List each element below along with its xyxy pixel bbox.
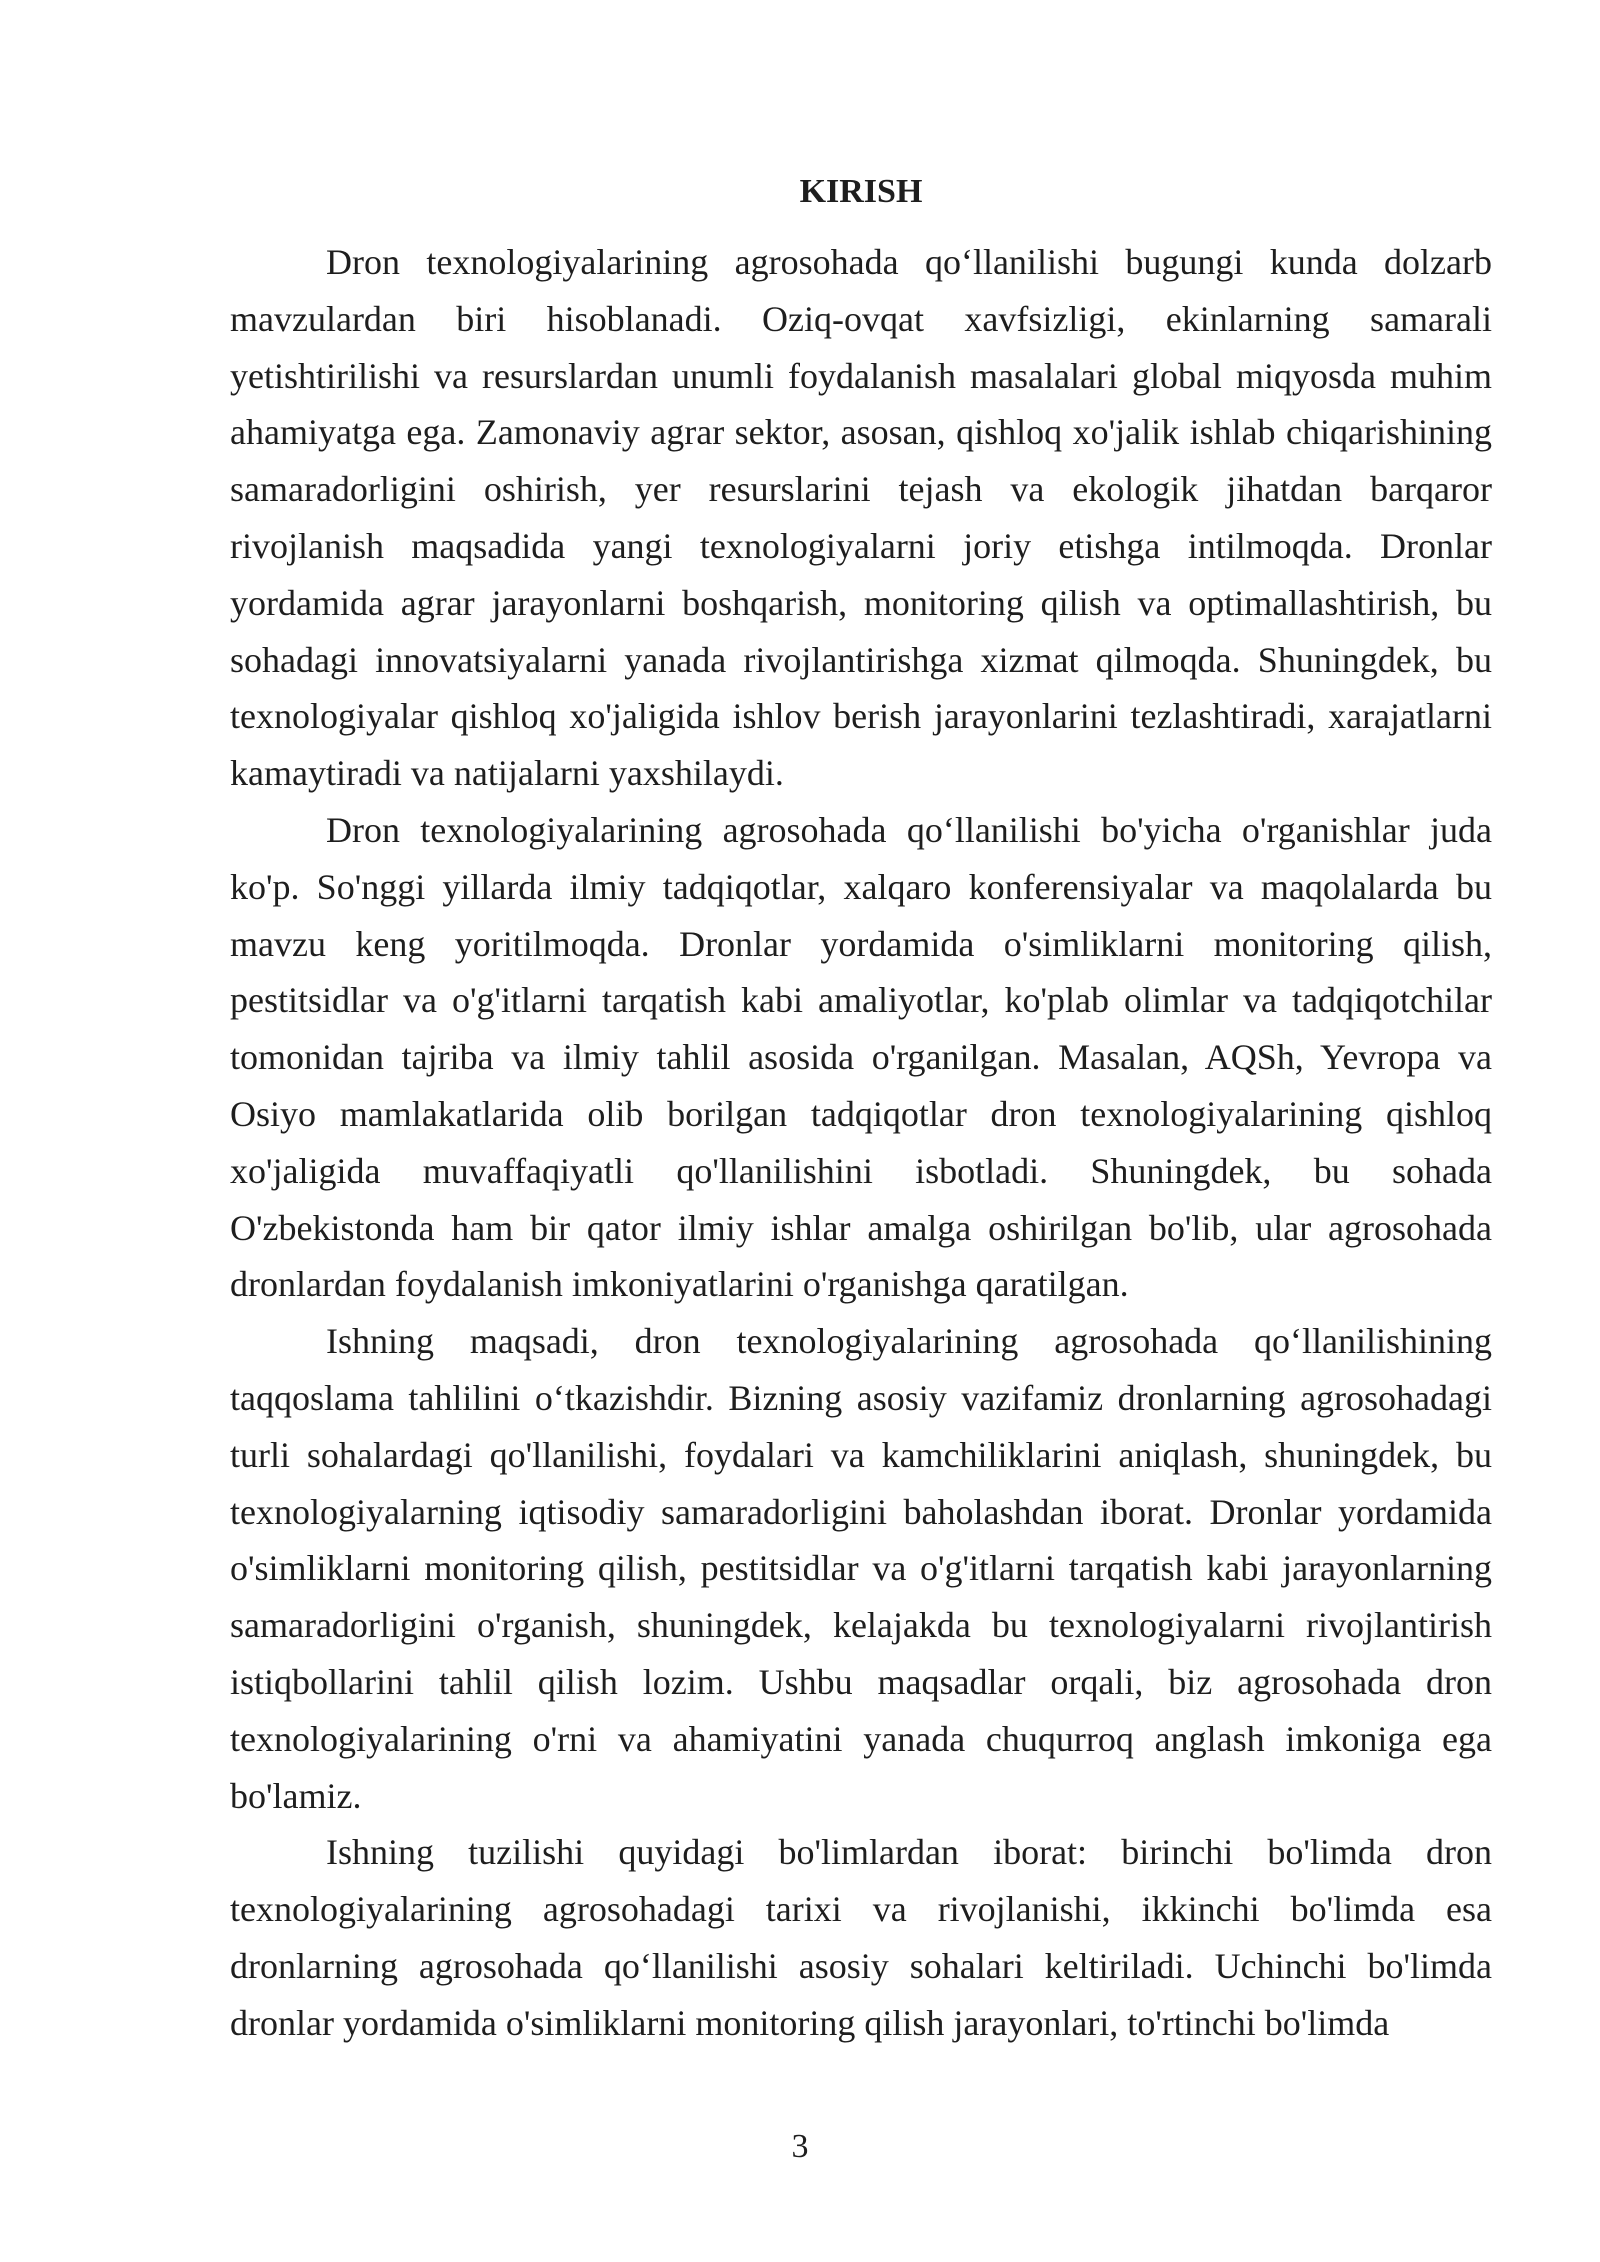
page-number: 3 (791, 2128, 809, 2165)
paragraph-3: Ishning maqsadi, dron texnologiyalarining agrosohada qo‘llanilishining taqqoslama tahlilini o‘tkazishdir. Bizning asosiy vazifamiz dronlarning agrosohadagi turli sohalardagi qo'llanilishi, foydalari va kamchiliklarini aniqlash, shuningdek, bu texnologiyalarning iqtisodiy samaradorligini baholashdan iborat. Dronlar yordamida o'simliklarni monitoring qilish, pestitsidlar va o'g'itlarni tarqatish kabi jarayonlarning samaradorligini o'rganish, shuningdek, kelajakda bu texnologiyalarni rivojlantirish istiqbollarini tahlil qilish lozim. Ushbu maqsadlar orqali, biz agrosohada dron texnologiyalarining o'rni va ahamiyatini yanada chuqurroq anglash imkoniga ega bo'lamiz. (230, 1321, 1492, 1816)
section-heading: KIRISH (799, 173, 923, 210)
paragraph-1: Dron texnologiyalarining agrosohada qo‘llanilishi bugungi kunda dolzarb mavzulardan biri hisoblanadi. Oziq-ovqat xavfsizligi, ekinlarning samarali yetishtirilishi va resurslardan unumli foydalanish masalalari global miqyosda muhim ahamiyatga ega. Zamonaviy agrar sektor, asosan, qishloq xo'jalik ishlab chiqarishining samaradorligini oshirish, yer resurslarini tejash va ekologik jihatdan barqaror rivojlanish maqsadida yangi texnologiyalarni joriy etishga intilmoqda. Dronlar yordamida agrar jarayonlarni boshqarish, monitoring qilish va optimallashtirish, bu sohadagi innovatsiyalarni yanada rivojlantirishga xizmat qilmoqda. Shuningdek, bu texnologiyalar qishloq xo'jaligida ishlov berish jarayonlarini tezlashtiradi, xarajatlarni kamaytiradi va natijalarni yaxshilaydi. (230, 242, 1492, 794)
paragraph-2: Dron texnologiyalarining agrosohada qo‘llanilishi bo'yicha o'rganishlar juda ko'p. So'nggi yillarda ilmiy tadqiqotlar, xalqaro konferensiyalar va maqolalarda bu mavzu keng yoritilmoqda. Dronlar yordamida o'simliklarni monitoring qilish, pestitsidlar va o'g'itlarni tarqatish kabi amaliyotlar, ko'plab olimlar va tadqiqotchilar tomonidan tajriba va ilmiy tahlil asosida o'rganilgan. Masalan, AQSh, Yevropa va Osiyo mamlakatlarida olib borilgan tadqiqotlar dron texnologiyalarining qishloq xo'jaligida muvaffaqiyatli qo'llanilishini isbotladi. Shuningdek, bu sohada O'zbekistonda ham bir qator ilmiy ishlar amalga oshirilgan bo'lib, ular agrosohada dronlardan foydalanish imkoniyatlarini o'rganishga qaratilgan. (230, 809, 1492, 1305)
paragraph-4: Ishning tuzilishi quyidagi bo'limlardan iborat: birinchi bo'limda dron texnologiyalarining agrosohadagi tarixi va rivojlanishi, ikkinchi bo'limda esa dronlarning agrosohada qo‘llanilishi asosiy sohalari keltiriladi. Uchinchi bo'limda dronlar yordamida o'simliklarni monitoring qilish jarayonlari, to'rtinchi bo'limda (230, 1832, 1492, 2043)
page-content (230, 160, 1492, 2052)
